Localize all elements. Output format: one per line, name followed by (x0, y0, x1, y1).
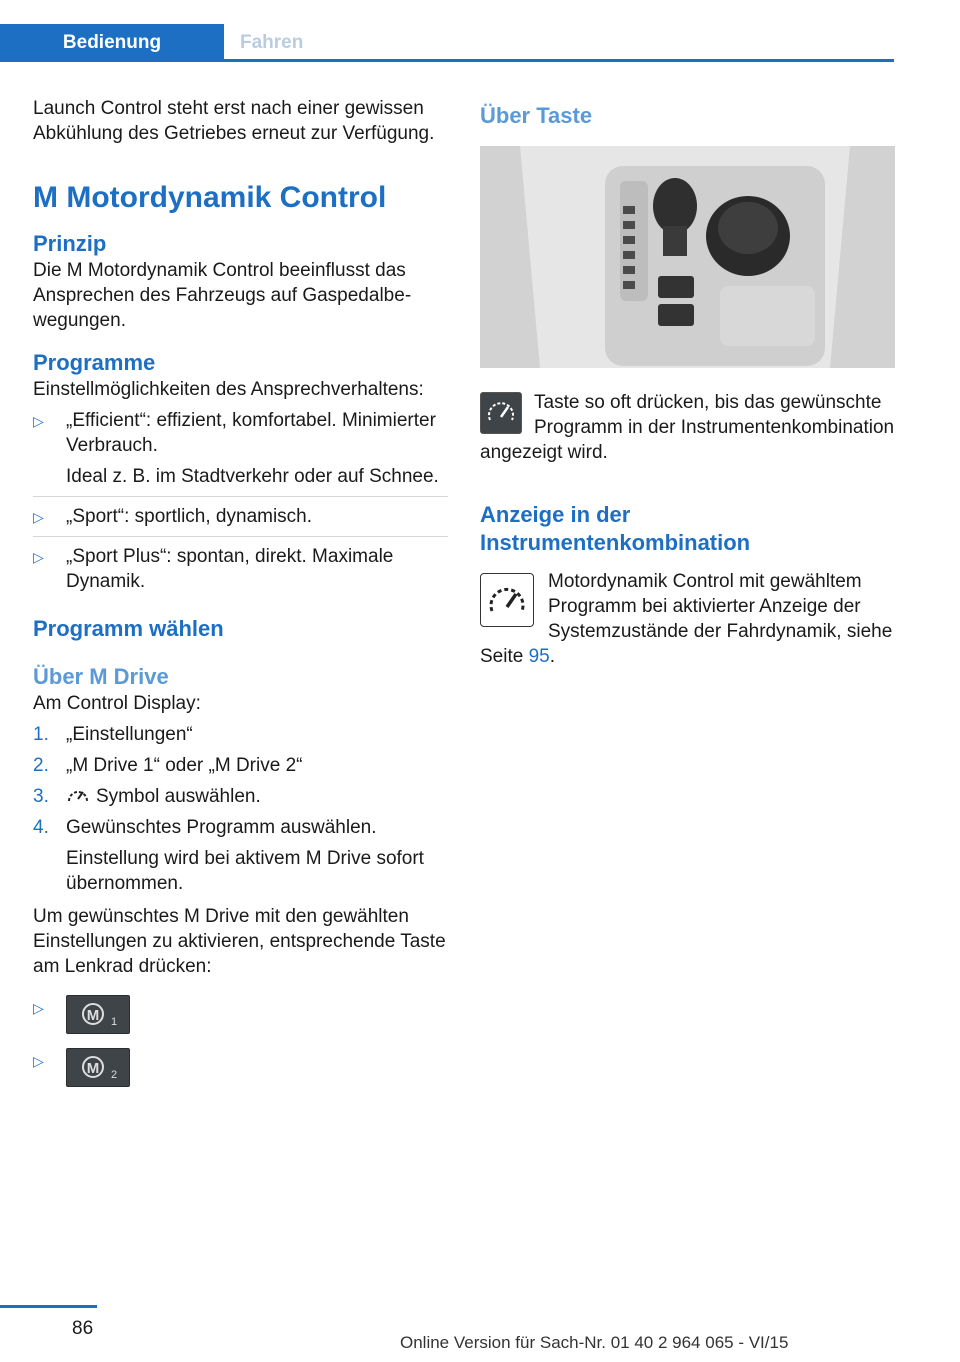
programme-text: Einstellmöglichkeiten des Ansprechverhaltens: (33, 379, 424, 400)
list-item-note: Ideal z. B. im Stadtverkehr oder auf Schnee. (66, 466, 439, 487)
gauge-indicator-icon (480, 573, 534, 627)
anzeige-text: Motordynamik Control mit gewähltem Programm bei aktivierter Anzeige der Systemzustände der Fahrdynamik, siehe Seite 95. (480, 571, 893, 667)
list-item: ▷ „Sport“: sportlich, dynamisch. (33, 504, 448, 536)
taste-text: Taste so oft drücken, bis das gewünschte Programm in der Instrumentenkombination angezeigt wird. (480, 392, 895, 463)
programme-heading: Programme (33, 350, 156, 375)
svg-text:M: M (86, 1060, 100, 1077)
list-item: 4. Gewünschtes Programm auswählen. Einstellung wird bei aktivem M Drive sofort übernommen. (33, 815, 448, 902)
triangle-bullet-icon: ▷ (33, 549, 44, 565)
intro-paragraph: Launch Control steht erst nach einer gewissen Abkühlung des Getriebes erneut zur Verfügung. (33, 98, 435, 144)
anzeige-heading: Anzeige in der Instrumentenkombination (480, 502, 751, 555)
list-item: 3. Symbol auswählen. (33, 786, 261, 807)
gauge-icon (66, 786, 90, 804)
triangle-bullet-icon: ▷ (33, 509, 44, 525)
triangle-bullet-icon: ▷ (33, 1053, 44, 1069)
center-console-image (480, 146, 895, 368)
taste-block (480, 390, 895, 465)
steps-list (33, 722, 448, 902)
list-item: 1. „Einstellungen“ (33, 724, 193, 745)
prinzip-text: Die M Motordynamik Control beeinflusst das Ansprechen des Fahrzeugs auf Gaspedalbewegungen. (33, 260, 412, 331)
section-title: M Motordynamik Control (33, 181, 387, 214)
steering-wheel-instructions: Um gewünschtes M Drive mit den gewählten Einstellungen zu aktivieren, entsprechende Taste am Lenkrad drücken: (33, 906, 446, 977)
ueber-taste-heading: Über Taste (480, 103, 593, 128)
page-95-link[interactable]: 95 (528, 646, 550, 667)
list-item: ▷ „Sport Plus“: spontan, direkt. Maximale Dynamik. (33, 546, 394, 592)
programme-list (33, 408, 448, 601)
left-column (33, 96, 448, 1094)
programm-waehlen-heading: Programm wählen (33, 616, 224, 641)
control-display-intro: Am Control Display: (33, 693, 201, 714)
button-list (33, 995, 448, 1094)
motordynamik-button-icon (480, 392, 522, 434)
list-item: 2. „M Drive 1“ oder „M Drive 2“ (33, 755, 303, 776)
m-drive-1-button-icon (66, 995, 130, 1034)
svg-text:1: 1 (111, 1016, 118, 1028)
footer-rule (0, 1305, 97, 1308)
tab-bedienung[interactable]: Bedienung (0, 24, 224, 59)
m-drive-2-button-icon (66, 1048, 130, 1087)
list-item (33, 995, 448, 1048)
list-item-note: Einstellung wird bei aktivem M Drive sofort übernommen. (66, 848, 424, 894)
anzeige-block (480, 569, 895, 669)
list-item: ▷ „Efficient“: effizient, komfortabel. Minimierter Verbrauch. Ideal z. B. im Stadtverkehr oder auf Schnee. (33, 408, 448, 496)
tab-fahren[interactable]: Fahren (240, 32, 304, 53)
svg-text:M: M (86, 1007, 100, 1024)
triangle-bullet-icon: ▷ (33, 413, 44, 429)
tab-underline (0, 59, 894, 62)
footer-text: Online Version für Sach-Nr. 01 40 2 964 065 - VI/15 (400, 1333, 789, 1352)
right-column (480, 96, 895, 669)
svg-text:2: 2 (111, 1069, 118, 1081)
list-item (33, 1048, 448, 1094)
page-number: 86 (72, 1318, 94, 1339)
triangle-bullet-icon: ▷ (33, 1000, 44, 1016)
ueber-m-drive-heading: Über M Drive (33, 664, 169, 689)
section-tabs (0, 24, 894, 62)
prinzip-heading: Prinzip (33, 231, 107, 256)
